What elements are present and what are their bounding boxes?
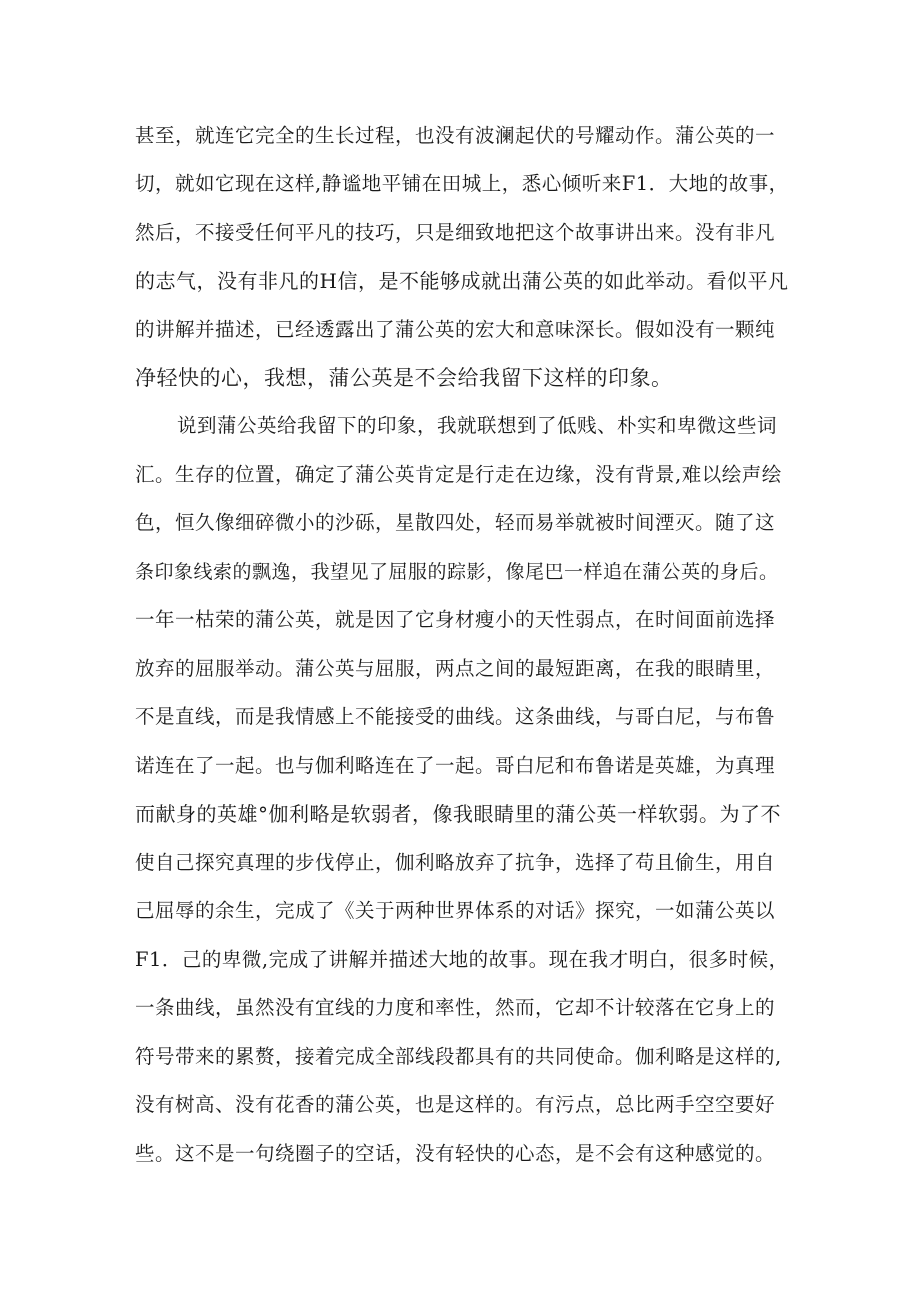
text-line: 甚至，就连它完全的生长过程，也没有波澜起伏的号耀动作。蒲公英的一 [135, 124, 776, 147]
text-line: 净轻快的心，我想，蒲公英是不会给我留下这样的印象。 [135, 366, 673, 390]
text-line: 些。这不是一句绕圈子的空话，没有轻快的心态，是不会有这种感觉的。 [135, 1142, 776, 1165]
text-line: 汇。生存的位置，确定了蒲公英肯定是行走在边缘，没有背景,难以绘声绘 [135, 463, 782, 486]
text-line: 然后，不接受任何平凡的技巧，只是细致地把这个故事讲出来。没有非凡 [135, 221, 776, 244]
text-line: 而献身的英雄°伽利略是软弱者，像我眼睛里的蒲公英一样软弱。为了不 [135, 802, 781, 826]
text-line: 一年一枯荣的蒲公英，就是因了它身材瘦小的天性弱点，在时间面前选择 [135, 608, 776, 631]
text-line: 己屈辱的余生，完成了《关于两种世界体系的对话》探究，一如蒲公英以 [135, 899, 776, 922]
text-line: 条印象线索的飘逸，我望见了屈服的踪影，像尾巴一样追在蒲公英的身后。 [135, 561, 779, 583]
text-line: 一条曲线，虽然没有宜线的力度和率性，然而，它却不计较落在它身上的 [135, 996, 776, 1019]
text-line: 的志气，没有非凡的H信，是不能够成就出蒲公英的如此举动。看似平凡 [135, 269, 789, 293]
text-line: 色，恒久像细碎微小的沙砾，星散四处，轻而易举就被时间湮灭。随了这 [135, 511, 776, 534]
text-line: 放弃的屈服举动。蒲公英与屈服，两点之间的最短距离，在我的眼睛里， [135, 657, 776, 680]
text-line: 诺连在了一起。也与伽利略连在了一起。哥白尼和布鲁诺是英雄，为真理 [135, 754, 776, 777]
text-line: 使自己探究真理的步伐停止，伽利略放弃了抗争，选择了苟且偷生，用自 [135, 851, 776, 874]
text-line: 没有树高、没有花香的蒲公英，也是这样的。有污点，总比两手空空要好 [135, 1093, 776, 1116]
text-line: 切，就如它现在这样,静谧地平铺在田城上，悉心倾听来F1．大地的故事， [135, 172, 789, 195]
text-line: 的讲解并描述，已经透露出了蒲公英的宏大和意味深长。假如没有一颗纯 [135, 318, 776, 341]
text-line: 符号带来的累赘，接着完成全部线段都具有的共同使命。伽利略是这样的, [135, 1045, 782, 1068]
paragraph-start-line: 说到蒲公英给我留下的印象，我就联想到了低贱、朴实和卑微这些词 [177, 414, 778, 437]
text-line: 不是直线，而是我情感上不能接受的曲线。这条曲线，与哥白尼，与布鲁 [135, 705, 776, 728]
text-line: F1．己的卑微,完成了讲解并描述大地的故事。现在我才明白，很多时候， [135, 948, 789, 971]
